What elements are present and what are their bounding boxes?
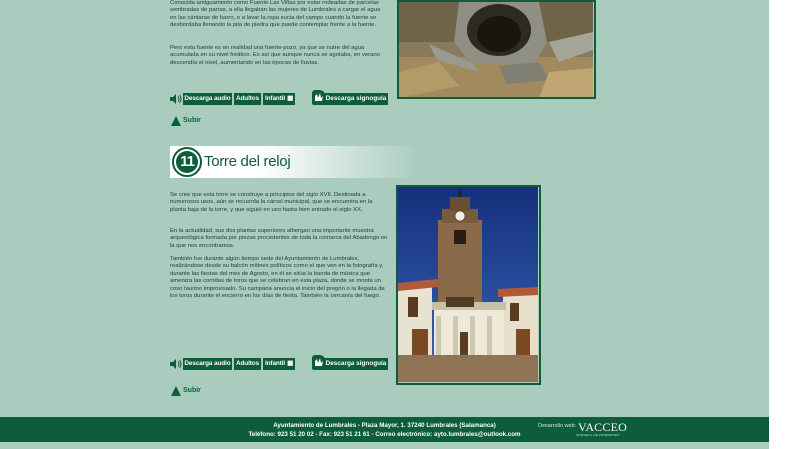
kids-button-label: Infantil: [264, 95, 286, 102]
fountain-photo: [397, 0, 596, 99]
paragraph: Pero esta fuente es en realidad una fuente-pozo, ya que se nutre del agua acumulada en su nivel freático. Es así que aunque nunca se agotaba, en verano descendía el nivel, aumentando en las épocas de lluvias.: [170, 45, 380, 66]
footer-contact: Teléfono: 923 51 20 02 - Fax: 923 51 21 61 - Correo electrónico: ayto.lumbrales@outlook.com: [248, 431, 521, 438]
download-signoguide-button[interactable]: [312, 358, 388, 370]
footer: [0, 417, 769, 442]
section-11-header: [170, 146, 420, 178]
paragraph: Conocida antiguamente como Fuente Las Viñas por estar rodeadas de parcelas sembradas de parras, a ella llegaban las mujeres de Lumbrales a cargar el agua en las cántaras de barro, o a lavar la ropa sucia del campo cuando la fuente se desbordaba llenando la pila de piedra que puede contemplar frente a la fuente.: [170, 0, 381, 29]
kids-icon: ▦: [287, 95, 294, 102]
footer-address: Ayuntamiento de Lumbrales - Plaza Mayor, 1. 37240 Lumbrales (Salamanca): [273, 422, 496, 429]
signoguide-label: Descarga signoguía: [324, 358, 388, 370]
up-arrow-icon: [171, 116, 181, 126]
back-to-top-label: Subir: [183, 117, 201, 124]
download-audio-button[interactable]: Descarga audio: [183, 358, 232, 370]
developer-credit[interactable]: [538, 421, 638, 439]
speaker-icon: [169, 358, 183, 370]
paragraph: Se cree que esta torre se construye a principios del siglo XVII. Destinada a numerosos usos, aún se recuerda la cárcel municipal, que se encuentra en la planta baja de la torre, y que siguió en uso hasta bien entrado el siglo XX.: [170, 192, 373, 213]
up-arrow-icon: [171, 386, 181, 396]
section-number: 11: [180, 153, 194, 170]
adults-button[interactable]: Adultos: [234, 358, 261, 370]
kids-button[interactable]: [263, 93, 295, 105]
speaker-icon: [169, 93, 183, 105]
adults-button[interactable]: Adultos: [234, 93, 261, 105]
developer-logo: VACCEO: [578, 420, 627, 434]
section-number-inner: [176, 151, 198, 173]
fountain-image: [399, 2, 593, 98]
developer-label: Desarrollo web:: [538, 423, 577, 429]
developer-tagline: INTEGRAL DE PATRIMONIO: [576, 433, 620, 437]
kids-button[interactable]: [263, 358, 295, 370]
back-to-top-label: Subir: [183, 387, 201, 394]
kids-icon: ▦: [287, 360, 294, 367]
signoguide-label: Descarga signoguía: [324, 93, 388, 105]
download-audio-button[interactable]: Descarga audio: [183, 93, 232, 105]
section-number-badge: [172, 147, 202, 177]
paragraph: En la actualidad, sus dos plantas superiores albergan una importante muestra arqueológica formada por piezas procedentes de toda la comarca del Abadengo en la que nos encontramos.: [170, 228, 388, 249]
download-signoguide-button[interactable]: [312, 93, 388, 105]
section-title: Torre del reloj: [204, 153, 291, 170]
kids-button-label: Infantil: [264, 360, 286, 367]
paragraph: También fue durante algún tiempo sede del Ayuntamiento de Lumbrales, realizándose desde su balcón mítines políticos como el que ven en la fotografía y, durante las fiestas del mes de Agosto, en él se sitúa la banda de música que ameniza las corridas de toros que se celebran en esta plaza, donde se monta un coso taurino improvisado. Su campana anuncia el inicio del pregón o la llegada de los toros durante el encierro en los días de fiesta. También la cercanía del fuego.: [170, 256, 385, 300]
clock-tower-photo: [396, 185, 541, 385]
clock-tower-image: [398, 187, 538, 382]
